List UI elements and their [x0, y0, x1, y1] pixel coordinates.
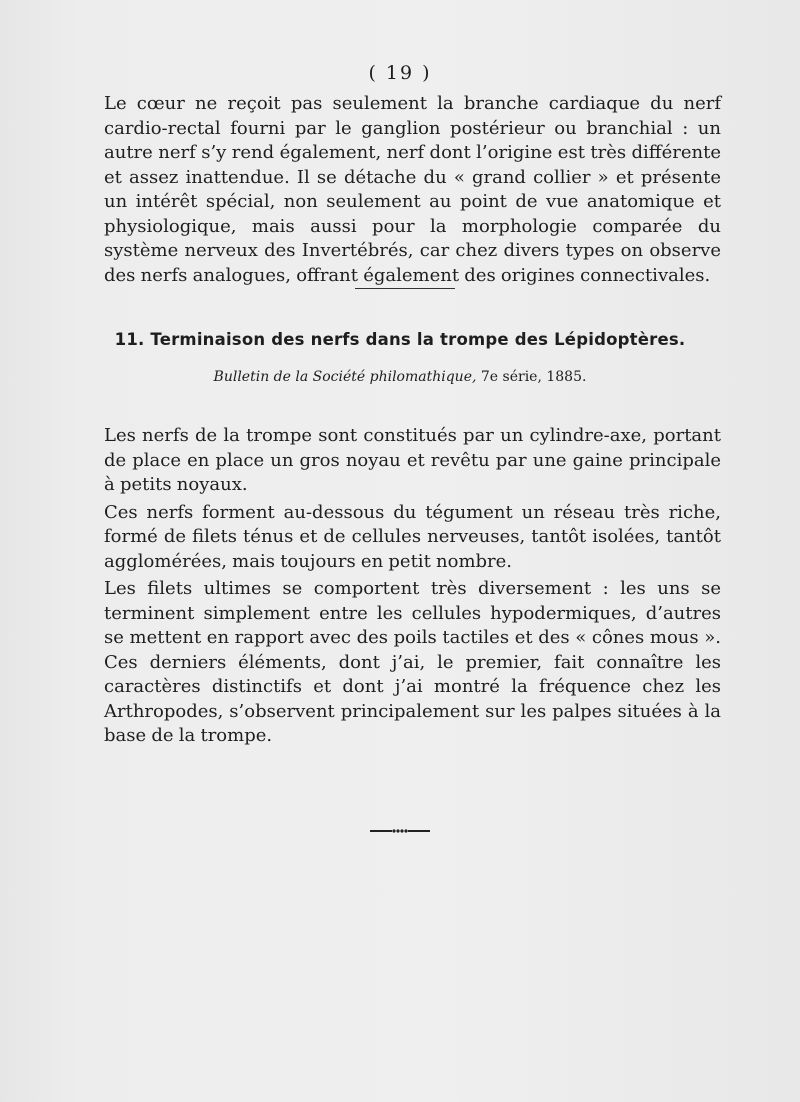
section-divider: [355, 288, 455, 289]
citation-details: 7e série, 1885.: [480, 369, 587, 385]
body-paragraph-2: Ces nerfs forment au-dessous du tégument un réseau très riche, formé de filets ténus et de cellules nerveuses, tantôt isolées, tantôt agglomérées, mais toujours en petit nombre.: [104, 501, 721, 572]
intro-text: [104, 92, 721, 288]
section-body: [104, 424, 721, 749]
section-citation: [0, 369, 800, 385]
end-ornament: [370, 829, 430, 833]
citation-journal: Bulletin de la Société philomathique,: [213, 369, 477, 385]
body-paragraph-3: Les filets ultimes se comportent très diversement : les uns se terminent simplement entre les cellules hypodermiques, d’autres se mettent en rapport avec des poils tactiles et des « cônes mous ». Ces derniers éléments, dont j’ai, le premier, fait connaître les caractères distinctifs et dont j’ai montré la fréquence chez les Arthropodes, s’observent principalement sur les palpes situées à la base de la trompe.: [104, 578, 721, 746]
page-number: ( 19 ): [368, 62, 432, 84]
body-paragraph-1: Les nerfs de la trompe sont constitués par un cylindre-axe, portant de place en place un gros noyau et revêtu par une gaine principale à petits noyaux.: [104, 425, 721, 495]
section-heading: 11. Terminaison des nerfs dans la trompe des Lépidoptères.: [114, 330, 686, 349]
intro-paragraph: Le cœur ne reçoit pas seulement la branche cardiaque du nerf cardio-rectal fourni par le ganglion postérieur ou branchial : un autre nerf s’y rend également, nerf dont l’origine est très différente et assez inattendue. Il se détache du « grand collier » et présente un intérêt spécial, non seulement au point de vue anatomique et physiologique, mais aussi pour la morphologie comparée du système nerveux des Invertébrés, car chez divers types on observe des nerfs analogues, offrant également des origines connectivales.: [104, 93, 721, 286]
